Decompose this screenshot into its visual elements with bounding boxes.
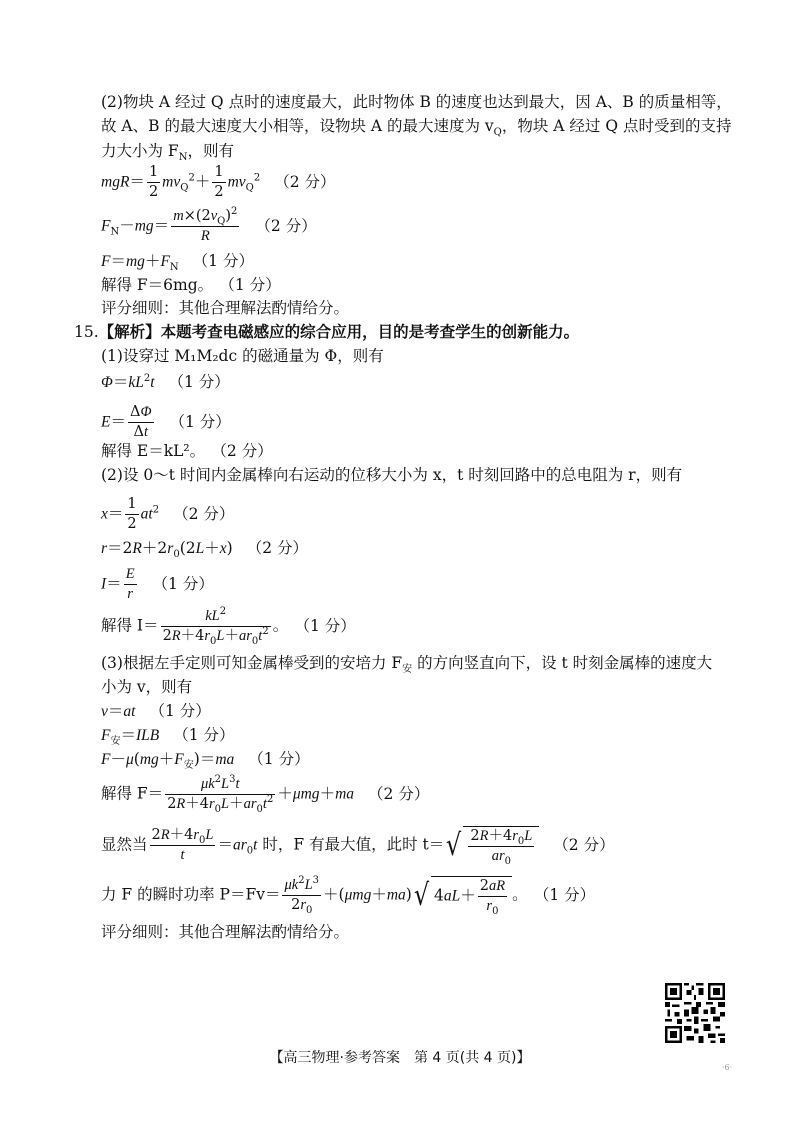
eq-resistance: $r=2R+2r_0(2L+x)$ （2 分） bbox=[101, 539, 308, 561]
scoring-note-1: 评分细则：其他合理解法酌情给分。 bbox=[101, 299, 350, 317]
eq-solve-i: 解得 I＝ $\frac{kL^2}{2R+4r_0L+ar_0t^2}$ 。 （1 分） bbox=[101, 606, 356, 647]
part2-intro-line2: 故 A、B 的最大速度大小相等，设物块 A 的最大速度为 $v_Q$，物块 A 经过 Q 点时受到的支持 bbox=[101, 117, 732, 139]
part2-intro-line1: (2)物块 A 经过 Q 点时的速度最大，此时物体 B 的速度也达到最大，因 A、B 的质量相等， bbox=[101, 93, 732, 111]
eq-displacement: x＝ $\frac{1}{2}$ $at^2$ （2 分） bbox=[101, 496, 235, 532]
eq-emf: E＝ $\frac{\Delta\Phi}{\Delta t}$ （1 分） bbox=[101, 404, 231, 440]
eq-centripetal: $F_N-mg=$ $\frac{m\times(2v_Q)^2}{R}$ （2 分） bbox=[101, 206, 317, 244]
q15-header: 15.【解析】本题考查电磁感应的综合应用，目的是考查学生的创新能力。 bbox=[74, 323, 580, 341]
eq-max-condition: 显然当 $\frac{2R+4r_0L}{t}$ $=ar_0t$ 时，F 有最大值，此时 t＝√ $\frac{2R+4r_0L}{ar_0}$ （2 分） bbox=[101, 827, 615, 867]
q15-part1-intro: (1)设穿过 M₁M₂dc 的磁通量为 Φ，则有 bbox=[101, 347, 384, 365]
q15-part3-line1: (3)根据左手定则可知金属棒受到的安培力 $F_安$ 的方向竖直向下，设 t 时刻金属棒的速度大 bbox=[101, 654, 713, 676]
eq-solve-f: 解得 F＝ $\frac{\mu k^2L^3t}{2R+4r_0L+ar_0t^2}$ ＋μmg＋ma （2 分） bbox=[101, 774, 430, 815]
eq-flux: $\Phi=kL^2t$ （1 分） bbox=[101, 372, 230, 391]
qr-code-icon bbox=[665, 983, 725, 1043]
eq-force-sum: $F=mg+F_N$ （1 分） bbox=[101, 252, 254, 274]
eq-solve-e: 解得 E＝kL²。 （2 分） bbox=[101, 442, 273, 460]
eq-power: 力 F 的瞬时功率 P＝Fv＝ $\frac{\mu k^2L^3}{2r_0}$ ＋(μmg＋ma)√ 4aL＋ $\frac{2aR}{r_0}$ 。 （1 分） bbox=[101, 875, 596, 917]
eq-energy: mgR＝ $\frac{1}{2}$ $mv_Q^2+$ $\frac{1}{2}$ $mv_Q^2$ （2 分） bbox=[101, 164, 336, 200]
eq-ampere-force: $F_安=ILB$ （1 分） bbox=[101, 726, 235, 748]
q15-part2-intro: (2)设 0～t 时间内金属棒向右运动的位移大小为 x，t 时刻回路中的总电阻为 r，则有 bbox=[101, 466, 683, 484]
corner-mark: ·6· bbox=[722, 1063, 733, 1072]
q15-part3-line2: 小为 v，则有 bbox=[101, 678, 193, 696]
eq-result-f: 解得 F＝6mg。 （1 分） bbox=[101, 276, 281, 294]
eq-velocity: v＝at （1 分） bbox=[101, 702, 211, 720]
eq-newton: $F-\mu(mg+F_安)=ma$ （1 分） bbox=[101, 750, 310, 772]
part2-intro-line3: 力大小为 $F_N$，则有 bbox=[101, 142, 234, 164]
page-footer: 【高三物理·参考答案 第 4 页(共 4 页)】 bbox=[269, 1050, 531, 1066]
eq-current: I＝ $\frac{E}{r}$ （1 分） bbox=[101, 566, 214, 602]
scoring-note-2: 评分细则：其他合理解法酌情给分。 bbox=[101, 923, 350, 941]
